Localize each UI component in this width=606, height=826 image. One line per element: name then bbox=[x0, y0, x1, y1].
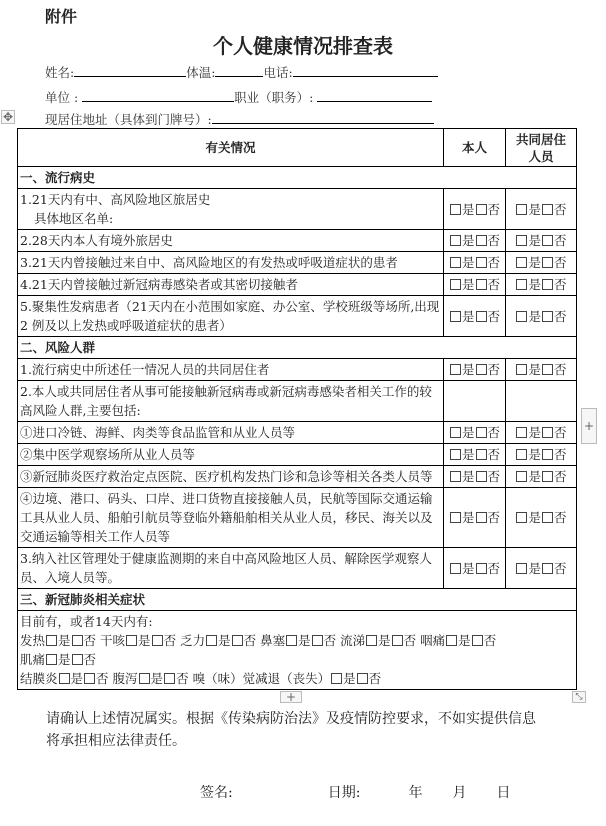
yes-label: 是 bbox=[150, 671, 164, 686]
yes-label: 是 bbox=[461, 362, 475, 377]
checkbox[interactable] bbox=[72, 654, 83, 665]
yes-label: 是 bbox=[528, 425, 541, 440]
item-cell bbox=[18, 488, 444, 548]
yes-label: 是 bbox=[461, 201, 475, 217]
checkbox[interactable] bbox=[450, 257, 461, 268]
info-row-1 bbox=[45, 63, 438, 81]
cohabitant-answer bbox=[506, 444, 577, 466]
date-label: 日期: bbox=[327, 785, 361, 801]
no-label: 否 bbox=[554, 201, 567, 217]
yes-label: 是 bbox=[528, 510, 541, 525]
cohabitant-answer bbox=[506, 466, 577, 488]
resize-handle-icon[interactable]: ⤡ bbox=[572, 691, 586, 703]
self-answer bbox=[444, 466, 506, 488]
no-label: 否 bbox=[487, 425, 501, 440]
checkbox[interactable] bbox=[516, 204, 527, 215]
table-row bbox=[18, 230, 577, 252]
item-text: 4.21天内曾接触过新冠病毒感染者或其密切接触者 bbox=[20, 277, 298, 292]
item-text: ②集中医学观察场所从业人员等 bbox=[20, 447, 196, 462]
day-label: 日 bbox=[496, 785, 511, 801]
yes-label: 是 bbox=[461, 277, 475, 292]
item-text: 3.纳入社区管理处于健康监测期的来自中高风险地区人员、解除医学观察人员、入境人员等。 bbox=[20, 551, 432, 585]
item-subtext: 具体地区名单: bbox=[34, 211, 114, 226]
item-text: 3.21天内曾接触过来自中、高风险地区的有发热或呼吸道症状的患者 bbox=[20, 255, 398, 270]
checkbox[interactable] bbox=[542, 563, 553, 574]
cohabitant-answer bbox=[506, 252, 577, 274]
symptom-label: 流涕 bbox=[340, 633, 366, 648]
item-cell bbox=[18, 189, 444, 230]
table-row bbox=[18, 296, 577, 337]
no-label: 否 bbox=[554, 362, 567, 377]
yes-label: 是 bbox=[528, 201, 541, 217]
checkbox[interactable] bbox=[516, 427, 527, 438]
no-label: 否 bbox=[487, 277, 501, 292]
checkbox[interactable] bbox=[59, 673, 70, 684]
yes-label: 是 bbox=[528, 308, 541, 324]
checkbox[interactable] bbox=[84, 673, 95, 684]
no-label: 否 bbox=[403, 633, 417, 648]
checkbox[interactable] bbox=[331, 673, 342, 684]
checkbox[interactable] bbox=[516, 279, 527, 290]
checkbox[interactable] bbox=[516, 364, 527, 375]
empty-cell bbox=[506, 381, 577, 422]
yes-label: 是 bbox=[461, 469, 475, 484]
yes-label: 是 bbox=[528, 277, 541, 292]
no-label: 否 bbox=[487, 469, 501, 484]
checkbox[interactable] bbox=[542, 427, 553, 438]
checkbox[interactable] bbox=[516, 311, 527, 322]
item-text: 2.本人或共同居住者从事可能接触新冠病毒或新冠病毒感染者相关工作的较高风险人群,主要包括: bbox=[20, 384, 432, 418]
self-answer bbox=[444, 274, 506, 296]
checkbox[interactable] bbox=[476, 449, 487, 460]
symptoms-cell bbox=[18, 611, 577, 690]
self-answer bbox=[444, 444, 506, 466]
add-column-button[interactable]: + bbox=[581, 408, 597, 444]
symptom-label: 咽痛 bbox=[420, 633, 446, 648]
symptom-item bbox=[260, 633, 336, 648]
self-answer bbox=[444, 252, 506, 274]
no-label: 否 bbox=[554, 308, 567, 324]
symptom-item bbox=[100, 633, 176, 648]
no-label: 否 bbox=[554, 560, 567, 576]
checkbox[interactable] bbox=[126, 635, 137, 646]
cohabitant-answer bbox=[506, 189, 577, 230]
section-row bbox=[18, 589, 577, 611]
cohabitant-answer bbox=[506, 422, 577, 444]
self-answer bbox=[444, 230, 506, 252]
no-label: 否 bbox=[487, 201, 501, 217]
table-row bbox=[18, 359, 577, 381]
symptom-label: 发热 bbox=[20, 633, 46, 648]
no-label: 否 bbox=[554, 510, 567, 525]
symptom-item bbox=[340, 633, 416, 648]
item-cell bbox=[18, 274, 444, 296]
no-label: 否 bbox=[487, 255, 501, 270]
checkbox[interactable] bbox=[152, 635, 163, 646]
checkbox[interactable] bbox=[516, 235, 527, 246]
temp-label: 体温: bbox=[186, 65, 216, 80]
checkbox[interactable] bbox=[450, 449, 461, 460]
no-label: 否 bbox=[487, 308, 501, 324]
checkbox[interactable] bbox=[472, 635, 483, 646]
table-row bbox=[18, 422, 577, 444]
header-situation: 有关情况 bbox=[18, 129, 444, 167]
checkbox[interactable] bbox=[450, 279, 461, 290]
checkbox[interactable] bbox=[139, 673, 150, 684]
yes-label: 是 bbox=[528, 560, 541, 576]
page-title: 个人健康情况排查表 bbox=[213, 34, 393, 58]
no-label: 否 bbox=[323, 633, 337, 648]
no-label: 否 bbox=[554, 233, 567, 248]
no-label: 否 bbox=[487, 560, 501, 576]
checkbox[interactable] bbox=[450, 235, 461, 246]
checkbox[interactable] bbox=[516, 471, 527, 482]
confirm-statement: 请确认上述情况属实。根据《传染病防治法》及疫情防控要求，不如实提供信息将承担相应法律责任。 bbox=[46, 711, 536, 749]
checkbox[interactable] bbox=[450, 427, 461, 438]
cohabitant-answer bbox=[506, 548, 577, 589]
unit-label: 单位 : bbox=[45, 90, 79, 105]
item-cell bbox=[18, 381, 444, 422]
checkbox[interactable] bbox=[450, 471, 461, 482]
yes-label: 是 bbox=[461, 255, 475, 270]
yes-label: 是 bbox=[528, 255, 541, 270]
table-row bbox=[18, 488, 577, 548]
checkbox[interactable] bbox=[542, 204, 553, 215]
name-field[interactable] bbox=[74, 65, 186, 77]
yes-label: 是 bbox=[343, 671, 356, 686]
yes-label: 是 bbox=[458, 633, 471, 648]
checkbox[interactable] bbox=[450, 512, 461, 523]
item-cell bbox=[18, 230, 444, 252]
table-row bbox=[18, 444, 577, 466]
table-row bbox=[18, 466, 577, 488]
checkbox[interactable] bbox=[232, 635, 243, 646]
attachment-label: 附件 bbox=[45, 7, 78, 26]
no-label: 否 bbox=[554, 425, 567, 440]
symptom-label: 干咳 bbox=[100, 633, 126, 648]
checkbox[interactable] bbox=[476, 364, 487, 375]
cohabitant-answer bbox=[506, 359, 577, 381]
checkbox[interactable] bbox=[542, 449, 553, 460]
checkbox[interactable] bbox=[392, 635, 403, 646]
yes-label: 是 bbox=[461, 447, 475, 462]
checkbox[interactable] bbox=[542, 235, 553, 246]
no-label: 否 bbox=[487, 362, 501, 377]
symptom-label: 嗅（味）觉减退（丧失） bbox=[192, 671, 331, 686]
checkbox[interactable] bbox=[476, 471, 487, 482]
no-label: 否 bbox=[554, 277, 567, 292]
checkbox[interactable] bbox=[476, 257, 487, 268]
checkbox[interactable] bbox=[164, 673, 175, 684]
symptom-item bbox=[113, 671, 189, 686]
no-label: 否 bbox=[487, 233, 501, 248]
temp-field[interactable] bbox=[215, 65, 263, 77]
empty-cell bbox=[444, 381, 506, 422]
checkbox[interactable] bbox=[446, 635, 457, 646]
checkbox[interactable] bbox=[516, 449, 527, 460]
yes-label: 是 bbox=[461, 560, 475, 576]
no-label: 否 bbox=[83, 633, 97, 648]
item-text: 2.28天内本人有境外旅居史 bbox=[20, 233, 173, 248]
self-answer bbox=[444, 359, 506, 381]
yes-label: 是 bbox=[528, 362, 541, 377]
checkbox[interactable] bbox=[476, 204, 487, 215]
yes-label: 是 bbox=[218, 633, 231, 648]
table-row bbox=[18, 381, 577, 422]
checkbox[interactable] bbox=[542, 471, 553, 482]
checkbox[interactable] bbox=[516, 257, 527, 268]
yes-label: 是 bbox=[138, 633, 151, 648]
checkbox[interactable] bbox=[312, 635, 323, 646]
no-label: 否 bbox=[83, 652, 97, 667]
checkbox[interactable] bbox=[46, 635, 57, 646]
header-row bbox=[18, 129, 577, 167]
checkbox[interactable] bbox=[542, 311, 553, 322]
item-text: 5.聚集性发病患者（21天内在小范围如家庭、办公室、学校班级等场所,出现 2 例及以上发热或呼吸道症状的患者） bbox=[20, 299, 440, 333]
checkbox[interactable] bbox=[72, 635, 83, 646]
no-label: 否 bbox=[243, 633, 257, 648]
item-cell bbox=[18, 548, 444, 589]
address-label: 现居住地址（具体到门牌号）: bbox=[45, 112, 212, 127]
yes-label: 是 bbox=[461, 425, 475, 440]
checkbox[interactable] bbox=[476, 311, 487, 322]
no-label: 否 bbox=[483, 633, 497, 648]
checkbox[interactable] bbox=[450, 204, 461, 215]
checkbox[interactable] bbox=[542, 512, 553, 523]
no-label: 否 bbox=[487, 510, 501, 525]
yes-label: 是 bbox=[528, 469, 541, 484]
cohabitant-answer bbox=[506, 230, 577, 252]
symptom-label: 肌痛 bbox=[20, 652, 46, 667]
self-answer bbox=[444, 422, 506, 444]
table-row bbox=[18, 252, 577, 274]
no-label: 否 bbox=[368, 671, 382, 686]
table-row bbox=[18, 548, 577, 589]
no-label: 否 bbox=[96, 671, 109, 686]
checkbox[interactable] bbox=[516, 563, 527, 574]
unit-field[interactable] bbox=[82, 90, 234, 102]
section-title: 二、风险人群 bbox=[18, 337, 577, 359]
info-row-3 bbox=[45, 110, 434, 128]
item-text: 1.流行病史中所述任一情况人员的共同居住者 bbox=[20, 362, 270, 377]
month-label: 月 bbox=[452, 785, 467, 801]
checkbox[interactable] bbox=[366, 635, 377, 646]
cohabitant-answer bbox=[506, 488, 577, 548]
symptom-label: 鼻塞 bbox=[260, 633, 286, 648]
symptom-item bbox=[20, 652, 96, 667]
symptoms-intro: 目前有，或者14天内有: bbox=[20, 614, 153, 629]
phone-label: 电话: bbox=[263, 65, 293, 80]
no-label: 否 bbox=[554, 447, 567, 462]
symptom-item bbox=[20, 633, 96, 648]
no-label: 否 bbox=[163, 633, 177, 648]
checkbox[interactable] bbox=[357, 673, 368, 684]
item-cell bbox=[18, 252, 444, 274]
checkbox[interactable] bbox=[516, 512, 527, 523]
symptom-item bbox=[180, 633, 256, 648]
section-row bbox=[18, 167, 577, 189]
yes-label: 是 bbox=[461, 308, 475, 324]
checkbox[interactable] bbox=[450, 364, 461, 375]
table-row bbox=[18, 274, 577, 296]
yes-label: 是 bbox=[378, 633, 391, 648]
section-title: 三、新冠肺炎相关症状 bbox=[18, 589, 577, 611]
cohabitant-answer bbox=[506, 296, 577, 337]
self-answer bbox=[444, 488, 506, 548]
symptom-item bbox=[20, 671, 109, 686]
checkbox[interactable] bbox=[450, 311, 461, 322]
item-text: ③新冠肺炎医疗救治定点医院、医疗机构发热门诊和急诊等相关各类人员等 bbox=[20, 469, 433, 484]
item-cell bbox=[18, 444, 444, 466]
address-field[interactable] bbox=[212, 112, 434, 124]
checkbox[interactable] bbox=[542, 364, 553, 375]
yes-label: 是 bbox=[528, 233, 541, 248]
self-answer bbox=[444, 548, 506, 589]
yes-label: 是 bbox=[461, 233, 475, 248]
checkbox[interactable] bbox=[450, 563, 461, 574]
symptoms-row bbox=[18, 611, 577, 690]
info-row-2 bbox=[45, 88, 432, 106]
no-label: 否 bbox=[554, 255, 567, 270]
checkbox[interactable] bbox=[46, 654, 57, 665]
phone-field[interactable] bbox=[293, 65, 438, 77]
health-table bbox=[17, 128, 577, 690]
checkbox[interactable] bbox=[476, 427, 487, 438]
yes-label: 是 bbox=[461, 510, 475, 525]
item-cell bbox=[18, 359, 444, 381]
yes-label: 是 bbox=[58, 652, 71, 667]
item-cell bbox=[18, 296, 444, 337]
cohabitant-answer bbox=[506, 274, 577, 296]
item-text: 1.21天内有中、高风险地区旅居史 bbox=[20, 192, 211, 207]
checkbox[interactable] bbox=[206, 635, 217, 646]
signature-row bbox=[200, 782, 576, 802]
symptom-label: 乏力 bbox=[180, 633, 206, 648]
item-cell bbox=[18, 466, 444, 488]
sign-label: 签名: bbox=[200, 785, 233, 801]
no-label: 否 bbox=[487, 447, 501, 462]
no-label: 否 bbox=[554, 469, 567, 484]
checkbox[interactable] bbox=[476, 235, 487, 246]
content-flow bbox=[17, 128, 595, 802]
checkbox[interactable] bbox=[542, 279, 553, 290]
section-row bbox=[18, 337, 577, 359]
add-row-button[interactable]: + bbox=[280, 691, 302, 703]
item-text: ①进口冷链、海鲜、肉类等食品监管和从业人员等 bbox=[20, 425, 296, 440]
job-label: 职业（职务）: bbox=[234, 90, 314, 105]
section-title: 一、流行病史 bbox=[18, 167, 577, 189]
yes-label: 是 bbox=[70, 671, 84, 686]
name-label: 姓名: bbox=[45, 65, 75, 80]
checkbox[interactable] bbox=[476, 512, 487, 523]
table-row bbox=[18, 189, 577, 230]
no-label: 否 bbox=[176, 671, 189, 686]
yes-label: 是 bbox=[298, 633, 311, 648]
symptom-label: 结膜炎 bbox=[20, 671, 58, 686]
checkbox[interactable] bbox=[476, 279, 487, 290]
symptom-item bbox=[193, 671, 382, 686]
header-cohabitants: 共同居住人员 bbox=[506, 129, 577, 167]
table-move-handle-icon[interactable]: ✥ bbox=[2, 110, 14, 124]
yes-label: 是 bbox=[58, 633, 71, 648]
checkbox[interactable] bbox=[542, 257, 553, 268]
symptom-label: 腹泻 bbox=[112, 671, 138, 686]
item-cell bbox=[18, 422, 444, 444]
header-self: 本人 bbox=[444, 129, 506, 167]
checkbox[interactable] bbox=[286, 635, 297, 646]
table-handles bbox=[17, 690, 583, 704]
year-label: 年 bbox=[408, 785, 423, 801]
checkbox[interactable] bbox=[476, 563, 487, 574]
self-answer bbox=[444, 296, 506, 337]
self-answer bbox=[444, 189, 506, 230]
yes-label: 是 bbox=[528, 447, 541, 462]
job-field[interactable] bbox=[317, 90, 432, 102]
item-text: ④边境、港口、码头、口岸、进口货物直接接触人员，民航等国际交通运输工具从业人员、船舶引航员等登临外籍船舶相关从业人员，移民、海关以及交通运输等相关工作人员等 bbox=[20, 491, 433, 544]
symptom-item bbox=[420, 633, 496, 648]
